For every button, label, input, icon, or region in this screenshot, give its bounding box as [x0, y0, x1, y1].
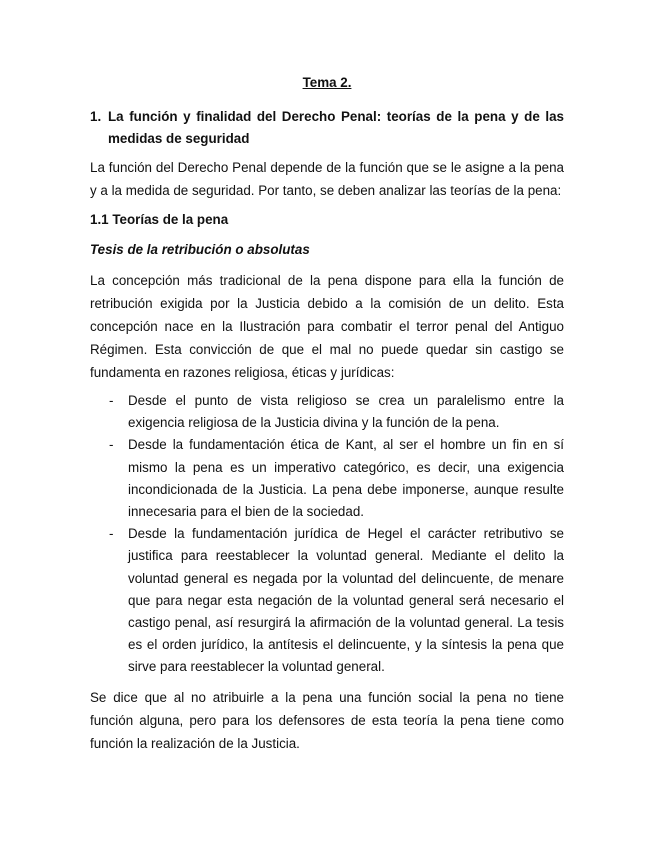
section-number: 1.	[90, 109, 102, 124]
bullet-list	[90, 390, 564, 679]
list-item-text: Desde la fundamentación ética de Kant, al ser el hombre un fin en sí mismo la pena es un imperativo categórico, es decir, una exigencia incondicionada de la Justicia. La pena debe imponerse, aunque resulte innecesaria para el bien de la sociedad.	[128, 437, 564, 520]
page-title	[90, 75, 564, 90]
list-item	[90, 390, 564, 434]
list-item	[90, 523, 564, 678]
intro-paragraph: La función del Derecho Penal depende de la función que se le asigne a la pena y a la medida de seguridad. Por tanto, se deben analizar las teorías de la pena:	[90, 160, 564, 198]
list-item	[90, 434, 564, 523]
section-heading	[90, 106, 564, 150]
subsection-heading: 1.1 Teorías de la pena	[90, 212, 229, 227]
closing-paragraph: Se dice que al no atribuirle a la pena una función social la pena no tiene función alguna, pero para los defensores de esta teoría la pena tiene como función la realización de la Justicia.	[90, 690, 564, 751]
paragraph-retribucion: La concepción más tradicional de la pena dispone para ella la función de retribución exigida por la Justicia debido a la comisión de un delito. Esta concepción nace en la Ilustración para combatir el terror penal del Antiguo Régimen. Esta convicción de que el mal no puede quedar sin castigo se fundamenta en razones religiosa, éticas y jurídicas:	[90, 273, 564, 380]
bullet-dash: -	[109, 437, 114, 453]
subsubsection-heading: Tesis de la retribución o absolutas	[90, 242, 310, 257]
page-title-text: Tema 2.	[302, 75, 352, 90]
section-heading-text: La función y finalidad del Derecho Penal: teorías de la pena y de las medidas de seguridad	[108, 109, 564, 146]
bullet-dash: -	[109, 526, 114, 542]
bullet-dash: -	[109, 393, 114, 408]
list-item-text: Desde el punto de vista religioso se crea un paralelismo entre la exigencia religiosa de la Justicia divina y la función de la pena.	[128, 393, 564, 431]
list-item-text: Desde la fundamentación jurídica de Hegel el carácter retributivo se justifica para reestablecer la voluntad general. Mediante el delito la voluntad general es negada por la voluntad del delincuente, de menare que para negar esta negación de la voluntad general será necesario el castigo penal, así resurgirá la afirmación de la voluntad general. La tesis es el orden jurídico, la antítesis el delincuente, y la síntesis la pena que sirve para reestablecer la voluntad general.	[128, 526, 564, 675]
